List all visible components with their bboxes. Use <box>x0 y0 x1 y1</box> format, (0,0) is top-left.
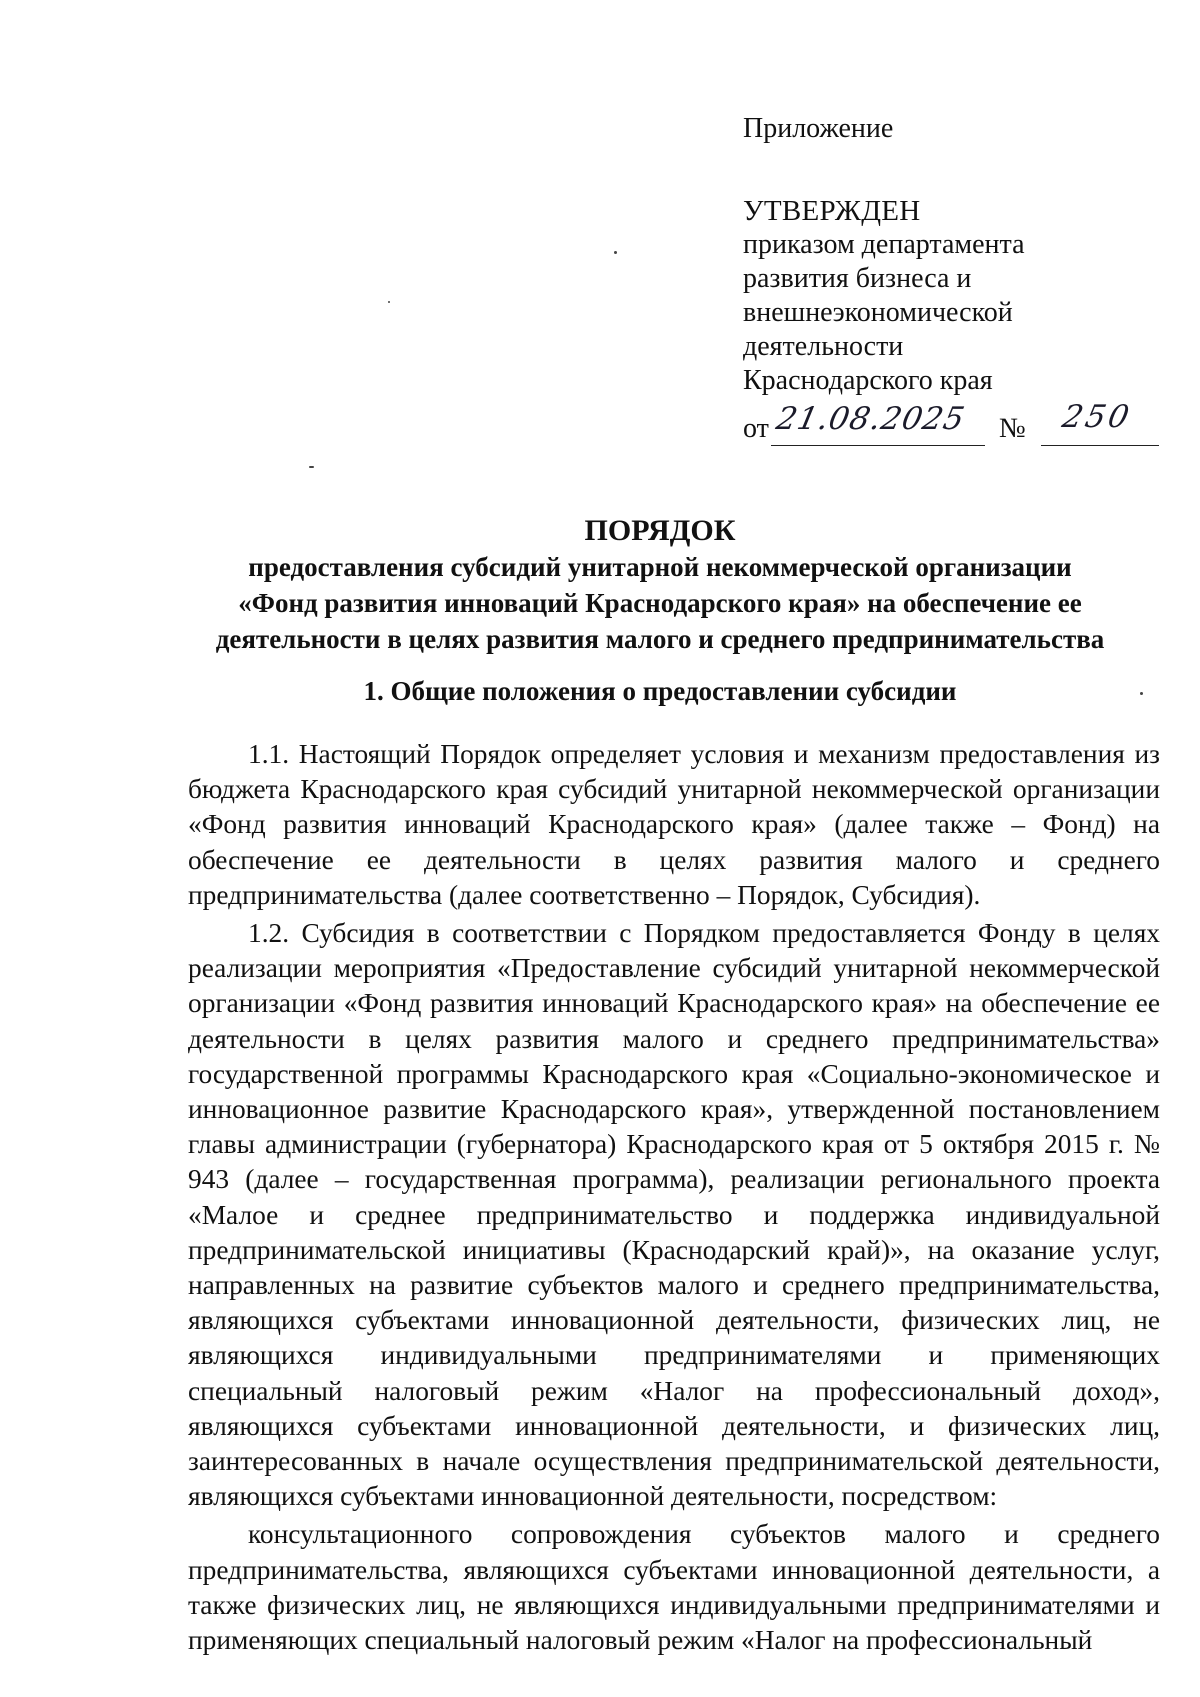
scan-speck <box>614 251 617 254</box>
approved-by-line: деятельности <box>743 331 904 362</box>
document-subtitle-line: деятельности в целях развития малого и среднего предпринимательства <box>215 624 1105 654</box>
document-subtitle-line: предоставления субсидий унитарной некоммерческой организации <box>248 552 1072 582</box>
document-subtitle-line: «Фонд развития инноваций Краснодарского края» на обеспечение ее <box>238 588 1082 618</box>
scan-speck <box>309 466 314 468</box>
section-heading: 1. Общие положения о предоставлении субсидии <box>363 676 957 706</box>
appendix-label: Приложение <box>743 113 894 144</box>
document-body <box>188 737 1160 1661</box>
approved-by-line: развития бизнеса и <box>743 263 972 294</box>
order-date-field <box>771 401 985 446</box>
handwritten-date: 21.08.2025 <box>773 401 969 437</box>
order-date-number-line <box>743 399 1163 447</box>
order-number-field <box>1041 399 1159 446</box>
paragraph-1-1: 1.1. Настоящий Порядок определяет условия и механизм предоставления из бюджета Краснодарского края субсидий унитарной некоммерческой организации «Фонд развития инноваций Краснодарского края» (далее также – Фонд) на обеспечение ее деятельности в целях развития малого и среднего предпринимательства (далее соответственно – Порядок, Субсидия). <box>188 739 1160 910</box>
document-title-block <box>170 513 1150 657</box>
approved-word: УТВЕРЖДЕН <box>743 195 921 227</box>
document-title: ПОРЯДОК <box>584 514 736 547</box>
approved-by-line: Краснодарского края <box>743 365 993 396</box>
approval-block <box>743 112 1163 398</box>
number-sign: № <box>999 413 1026 444</box>
paragraph-consulting: консультационного сопровождения субъектов малого и среднего предпринимательства, являющихся субъектами инновационной деятельности, а также физических лиц, не являющихся индивидуальными предпринимателями и применяющих специальный налоговый режим «Налог на профессиональный <box>188 1519 1160 1656</box>
scan-speck <box>388 301 390 303</box>
approved-by-line: внешнеэкономической <box>743 297 1013 328</box>
handwritten-number: 250 <box>1059 399 1135 435</box>
from-label: от <box>743 413 769 444</box>
approved-by-line: приказом департамента <box>743 229 1025 260</box>
paragraph-1-2: 1.2. Субсидия в соответствии с Порядком предоставляется Фонду в целях реализации мероприятия «Предоставление субсидий унитарной некоммерческой организации «Фонд развития инноваций Краснодарского края» на обеспечение ее деятельности в целях развития малого и среднего предпринимательства» государственной программы Краснодарского края «Социально-экономическое и инновационное развитие Краснодарского края», утвержденной постановлением главы администрации (губернатора) Краснодарского края от 5 октября 2015 г. № 943 (далее – государственная программа), реализации регионального проекта «Малое и среднее предпринимательство и поддержка индивидуальной предпринимательской инициативы (Краснодарский край)», на оказание услуг, направленных на развитие субъектов малого и среднего предпринимательства, являющихся субъектами инновационной деятельности, физических лиц, не являющихся индивидуальными предпринимателями и применяющих специальный налоговый режим «Налог на профессиональный доход», являющихся субъектами инновационной деятельности, и физических лиц, заинтересованных в начале осуществления предпринимательской деятельности, являющихся субъектами инновационной деятельности, посредством: <box>188 918 1160 1512</box>
